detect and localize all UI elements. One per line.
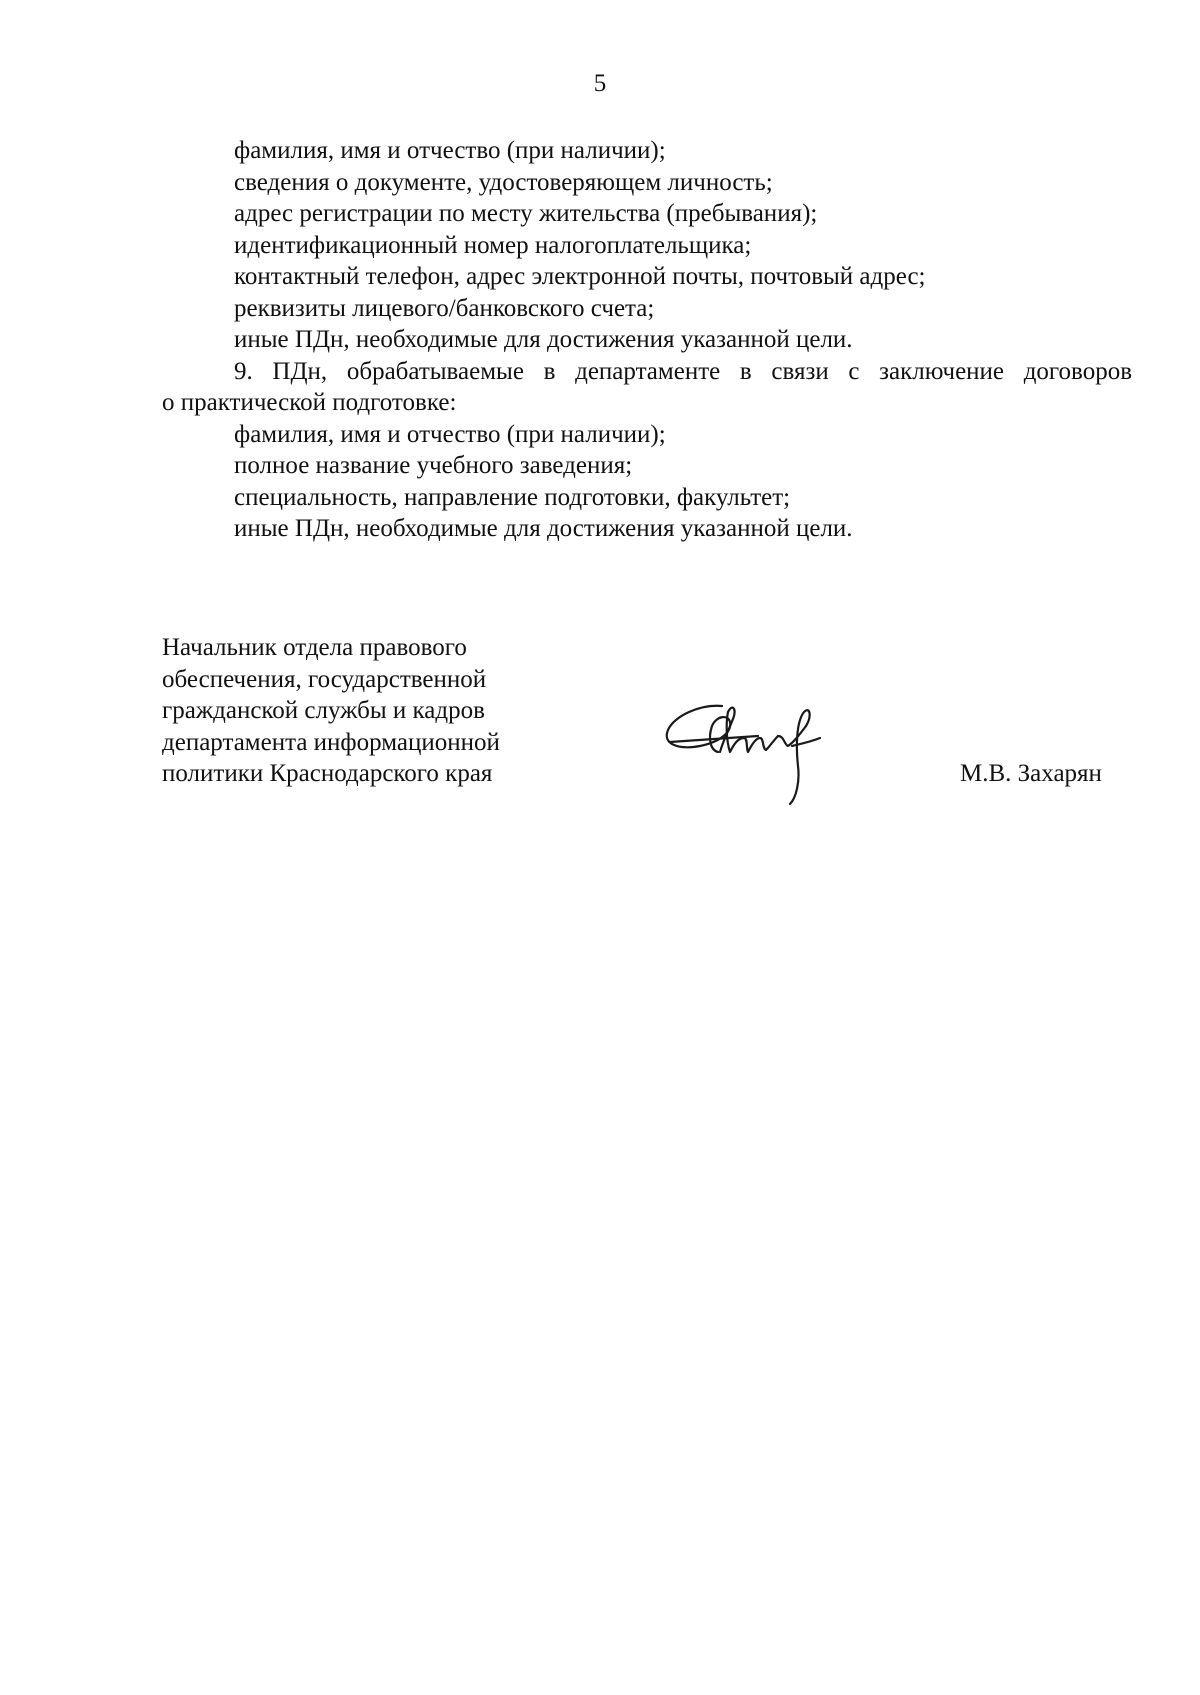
signatory-name: М.В. Захарян [960, 760, 1102, 787]
position-line: Начальник отдела правового [162, 634, 467, 661]
list-item: сведения о документе, удостоверяющем личность; [234, 168, 773, 196]
paragraph-9-first-line: 9. ПДн, обрабатываемые в департаменте в связи с заключение договоров [234, 357, 1132, 385]
page-number: 5 [593, 70, 607, 97]
position-line: гражданской службы и кадров [162, 697, 485, 724]
list-item: реквизиты лицевого/банковского счета; [234, 294, 655, 322]
list-item: фамилия, имя и отчество (при наличии); [234, 137, 666, 164]
list-item: иные ПДн, необходимые для достижения указанной цели. [234, 515, 853, 542]
list-item: контактный телефон, адрес электронной почты, почтовый адрес; [234, 263, 926, 290]
list-item: идентификационный номер налогоплательщика; [234, 231, 752, 259]
list-item: полное название учебного заведения; [234, 452, 633, 479]
list-item: фамилия, имя и отчество (при наличии); [234, 420, 666, 448]
position-line: департамента информационной [162, 728, 500, 756]
list-item: иные ПДн, необходимые для достижения указанной цели. [234, 326, 853, 353]
paragraph-9-continuation: о практической подготовке: [162, 389, 457, 416]
list-item: специальность, направление подготовки, факультет; [234, 483, 791, 511]
document-body [162, 135, 1132, 545]
handwritten-signature [660, 686, 850, 816]
position-line: обеспечения, государственной [162, 665, 487, 693]
signatory-position [162, 632, 500, 790]
list-item: адрес регистрации по месту жительства (пребывания); [234, 200, 818, 227]
position-line: политики Краснодарского края [162, 760, 493, 787]
